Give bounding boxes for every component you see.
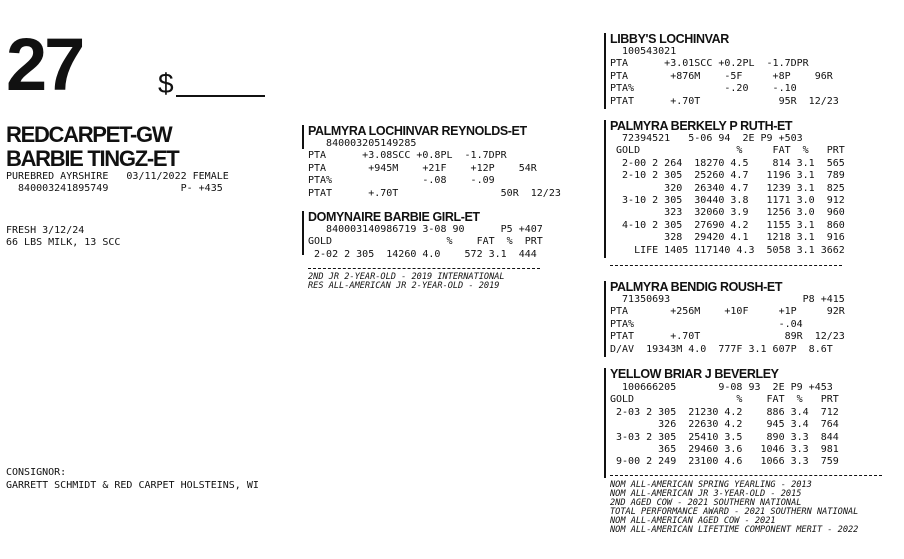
data-line: NOM ALL-AMERICAN JR 3-YEAR-OLD - 2015 [610, 489, 802, 499]
data-line: D/AV 19343M 4.0 777F 3.1 607P 8.6T [610, 343, 833, 355]
lot-number: 27 [6, 23, 83, 106]
data-line: NOM ALL-AMERICAN LIFETIME COMPONENT MERIT - 2022 [610, 525, 859, 535]
fresh-date: FRESH 3/12/24 [6, 225, 85, 236]
data-line: 328 29420 4.1 1218 3.1 916 [610, 232, 845, 244]
data-line: 2-10 2 305 25260 4.7 1196 3.1 789 [610, 170, 845, 182]
dam-divider [308, 268, 540, 269]
dam-bracket [302, 211, 304, 255]
consignor-label: CONSIGNOR: [6, 467, 67, 478]
dam-name: DOMYNAIRE BARBIE GIRL-ET [308, 210, 480, 224]
dam-of-sire-data [610, 133, 845, 257]
data-line: PTAT +.70T 89R 12/23 [610, 331, 845, 343]
data-line: GOLD % FAT % PRT [610, 394, 839, 406]
sire-of-dam-data [610, 294, 845, 356]
price-blank-line [176, 95, 265, 97]
production-note: 66 LBS MILK, 13 SCC [6, 237, 121, 248]
sire-of-sire-name: LIBBY'S LOCHINVAR [610, 32, 729, 46]
animal-breed-birth: PUREBRED AYRSHIRE 03/11/2022 FEMALE [6, 171, 229, 182]
sire-of-sire-bracket [604, 33, 606, 109]
dam-of-dam-awards [610, 481, 858, 535]
sire-data [308, 138, 561, 200]
dam-of-dam-name: YELLOW BRIAR J BEVERLEY [610, 367, 779, 381]
data-line: GOLD % FAT % PRT [610, 145, 845, 157]
data-line: PTA +876M -5F +8P 96R [610, 70, 833, 82]
data-line: PTA +256M +10F +1P 92R [610, 306, 845, 318]
data-line: 3-03 2 305 25410 3.5 890 3.3 844 [610, 431, 839, 443]
dam-of-sire-name: PALMYRA BERKELY P RUTH-ET [610, 119, 793, 133]
data-line: PTA% -.04 [610, 318, 803, 330]
sire-of-sire-data [610, 46, 839, 108]
data-line: LIFE 1405 117140 4.3 5058 3.1 3662 [610, 244, 845, 256]
data-line: NOM ALL-AMERICAN SPRING YEARLING - 2013 [610, 480, 812, 490]
data-line: 72394521 5-06 94 2E P9 +503 [610, 133, 803, 144]
animal-name-line1: REDCARPET-GW [6, 122, 172, 147]
dam-awards [308, 273, 505, 291]
sire-of-dam-name: PALMYRA BENDIG ROUSH-ET [610, 280, 783, 294]
data-line: 2ND AGED COW - 2021 SOUTHERN NATIONAL [610, 498, 802, 508]
data-line: 323 32060 3.9 1256 3.0 960 [610, 207, 845, 219]
data-line: RES ALL-AMERICAN JR 2-YEAR-OLD - 2019 [308, 281, 500, 291]
data-line: PTA +945M +21F +12P 54R [308, 162, 537, 174]
data-line: 2-02 2 305 14260 4.0 572 3.1 444 [308, 248, 537, 260]
data-line: 2-00 2 264 18270 4.5 814 3.1 565 [610, 157, 845, 169]
data-line: PTAT +.70T 50R 12/23 [308, 187, 561, 199]
price-symbol: $ [158, 68, 174, 99]
data-line: TOTAL PERFORMANCE AWARD - 2021 SOUTHERN NATIONAL [610, 507, 859, 517]
data-line: 100543021 [610, 46, 677, 57]
animal-id-score: 840003241895749 P- +435 [6, 183, 223, 194]
dam-data [308, 224, 543, 261]
data-line: 840003140986719 3-08 90 P5 +407 [308, 224, 543, 235]
sire-of-dam-bracket [604, 281, 606, 357]
sire-name: PALMYRA LOCHINVAR REYNOLDS-ET [308, 124, 527, 138]
data-line: PTA +3.08SCC +0.8PL -1.7DPR [308, 150, 507, 162]
data-line: 9-00 2 249 23100 4.6 1066 3.3 759 [610, 456, 839, 468]
data-line: 320 26340 4.7 1239 3.1 825 [610, 182, 845, 194]
data-line: 840003205149285 [308, 138, 417, 149]
dam-of-sire-bracket [604, 120, 606, 258]
data-line: 71350693 P8 +415 [610, 294, 845, 305]
dam-of-dam-data [610, 382, 839, 469]
dam-of-dam-divider [610, 475, 882, 476]
data-line: NOM ALL-AMERICAN AGED COW - 2021 [610, 516, 776, 526]
data-line: PTA +3.01SCC +0.2PL -1.7DPR [610, 58, 809, 70]
sire-bracket [302, 125, 304, 149]
dam-of-sire-divider [610, 265, 842, 266]
data-line: 100666205 9-08 93 2E P9 +453 [610, 382, 833, 393]
data-line: 3-10 2 305 30440 3.8 1171 3.0 912 [610, 195, 845, 207]
consignor-name: GARRETT SCHMIDT & RED CARPET HOLSTEINS, WI [6, 480, 259, 491]
data-line: 4-10 2 305 27690 4.2 1155 3.1 860 [610, 219, 845, 231]
data-line: 2ND JR 2-YEAR-OLD - 2019 INTERNATIONAL [308, 272, 505, 282]
data-line: PTA% -.20 -.10 [610, 83, 797, 95]
data-line: PTAT +.70T 95R 12/23 [610, 95, 839, 107]
dam-of-dam-bracket [604, 368, 606, 478]
data-line: 2-03 2 305 21230 4.2 886 3.4 712 [610, 406, 839, 418]
data-line: PTA% -.08 -.09 [308, 175, 495, 187]
data-line: 326 22630 4.2 945 3.4 764 [610, 419, 839, 431]
data-line: GOLD % FAT % PRT [308, 236, 543, 248]
animal-name-line2: BARBIE TINGZ-ET [6, 146, 179, 171]
data-line: 365 29460 3.6 1046 3.3 981 [610, 444, 839, 456]
